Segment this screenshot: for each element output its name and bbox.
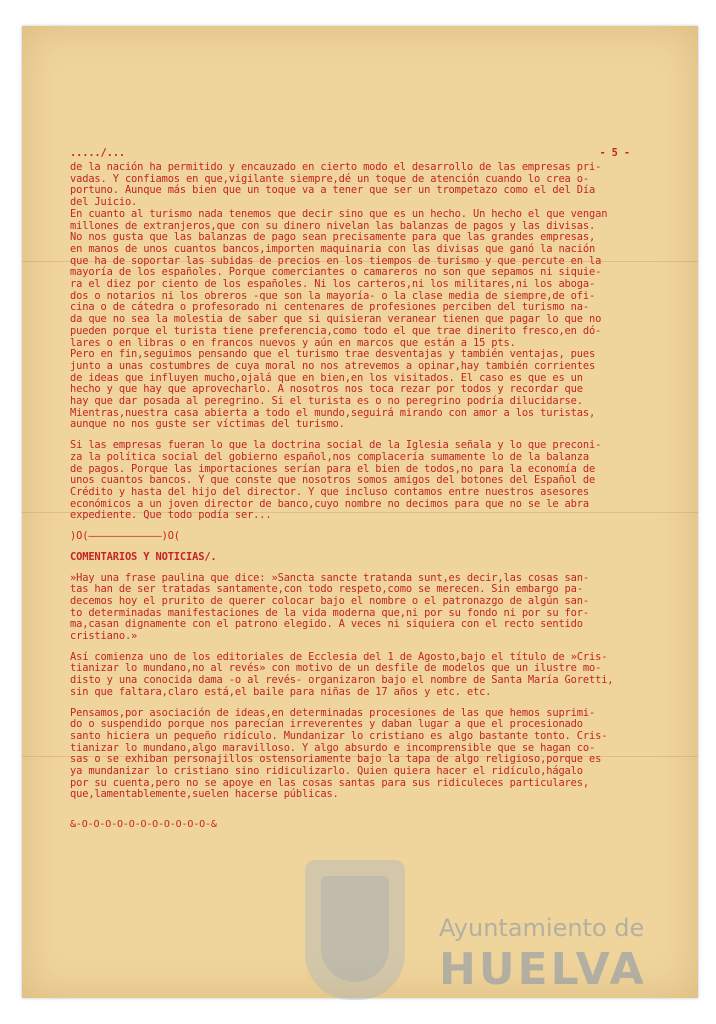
text-line: En cuanto al turismo nada tenemos que decir sino que es un hecho. Un hecho el que vengan [70, 207, 608, 220]
watermark-line1: Ayuntamiento de [439, 914, 645, 942]
text-line: sas o se exhiban personajillos ostensoriamente bajo la tapa de algo religioso,porque es [70, 753, 602, 766]
text-line: cina o de cátedra o profesorado ni centenares de profesiones perciben del turismo na- [70, 301, 589, 314]
coat-of-arms-icon [305, 860, 405, 1000]
watermark-line2: HUELVA [439, 944, 647, 995]
archive-watermark [305, 860, 645, 1000]
text-line: No nos gusta que las balanzas de pago sean precisamente para que las grandes empresas, [70, 231, 596, 244]
text-line: junto a unas costumbres de cuya moral no nos atrevemos a opinar,hay también corrientes [70, 359, 596, 372]
text-line: hay que dar posada al peregrino. Si el turista es o no peregrino podría dilucidarse. [70, 395, 583, 408]
text-line: tianizar lo mundano,algo maravilloso. Y algo absurdo e incomprensible que se hagan co- [70, 741, 596, 754]
text-line: Si las empresas fueran lo que la doctrina social de la Iglesia señala y lo que preconi- [70, 439, 602, 452]
text-line: Mientras,nuestra casa abierta a todo el mundo,seguirá mirando con amor a los turistas, [70, 406, 596, 419]
text-line: hecho y que hay que aprovecharlo. A nosotros nos toca rezar por todos y recordar que [70, 383, 583, 396]
separator: )O(————————————)O( [70, 530, 180, 543]
text-line: Pensamos,por asociación de ideas,en determinadas procesiones de las que hemos suprimi- [70, 706, 596, 719]
text-line: ra el diez por ciento de los españoles. Ni los carteros,ni los militares,ni los aboga- [70, 278, 596, 291]
text-line: pueden porque el turista tiene preferencia,como todo el que trae dinerito fresco,en dó- [70, 324, 602, 337]
text-line: expediente. Que todo podía ser... [70, 509, 272, 522]
page-number: - 5 - [599, 147, 630, 159]
paragraph-block [70, 440, 630, 522]
text-line: decemos hoy el prurito de querer colocar bajo el nombre o el patronazgo de algún san- [70, 594, 589, 607]
text-line: en manos de unos cuantos bancos,importen maquinaria con las divisas que ganó la nación [70, 242, 596, 255]
paragraph-block [70, 708, 630, 802]
text-line: ya mundanizar lo cristiano sino ridiculizarlo. Quien quiera hacer el ridículo,hágalo [70, 765, 583, 778]
text-line: vadas. Y confiamos en que,vigilante siempre,dé un toque de atención cuando lo crea o- [70, 172, 589, 185]
paragraph-block [70, 162, 630, 431]
paragraph-block [70, 573, 630, 643]
text-line: Crédito y hasta del hijo del director. Y que incluso contamos entre nuestros asesores [70, 485, 589, 498]
text-line: tianizar lo mundano,no al revés» con motivo de un desfile de modelos que un ilustre mo- [70, 662, 602, 675]
text-line: de la nación ha permitido y encauzado en cierto modo el desarrollo de las empresas pri- [70, 161, 602, 173]
text-line: za la política social del gobierno español,nos complacería sumamente lo de la balanza [70, 450, 589, 463]
section-heading: COMENTARIOS Y NOTICIAS/. [70, 550, 217, 563]
text-line: que ha de soportar las subidas de precios en los tiempos de turismo y que percute en la [70, 254, 602, 267]
text-line: mayoría de los españoles. Porque comerciantes o camareros no son que sepamos ni siquie- [70, 266, 602, 279]
text-line: económicos a un joven director de banco,cuyo nombre no decimos para que no se le abra [70, 497, 589, 510]
paragraph-block [70, 652, 630, 699]
continuation-mark: ...../... [70, 147, 125, 159]
text-line: santo hiciera un pequeño ridículo. Mundanizar lo cristiano es algo bastante tonto. Cris- [70, 729, 608, 742]
text-line: millones de extranjeros,que con su dinero nivelan las balanzas de pagos y las divisas. [70, 219, 596, 232]
text-line: da que no sea la molestia de saber que si quisieran veranear tienen que pagar lo que no [70, 313, 602, 326]
text-line: de pagos. Porque las importaciones serían para el bien de todos,no para la economía de [70, 462, 596, 475]
text-line: sin que faltara,claro está,el baile para niñas de 17 años y etc. etc. [70, 685, 492, 698]
text-line: do o suspendido porque nos parecían irreverentes y daban lugar a que el procesionado [70, 718, 583, 731]
closing-separator: &-O-O-O-O-O-O-O-O-O-O-O-& [70, 819, 217, 831]
text-line: aunque no nos guste ser víctimas del turismo. [70, 418, 345, 431]
text-line: dos o notarios ni los obreros -que son la mayoría- o la clase media de siempre,de ofi- [70, 289, 596, 302]
text-line: Pero en fin,seguimos pensando que el turismo trae desventajas y también ventajas, pues [70, 348, 596, 361]
text-line: to determinadas manifestaciones de la vida moderna que,ni por su fondo ni por su for- [70, 606, 589, 619]
text-line: que,lamentablemente,suelen hacerse públicas. [70, 788, 339, 801]
text-line: por su cuenta,pero no se apoye en las cosas santas para sus ridiculeces particulares, [70, 776, 589, 789]
typewritten-text [70, 148, 630, 831]
text-line: disto y una conocida dama -o al revés- organizaron bajo el nombre de Santa María Goretti, [70, 674, 614, 687]
page-header [70, 148, 630, 162]
text-line: lares o en libras o en francos nuevos y aún en marcos que están a 15 pts. [70, 336, 516, 349]
text-line: Así comienza uno de los editoriales de Ecclesia del 1 de Agosto,bajo el título de »Cris- [70, 650, 608, 663]
text-line: »Hay una frase paulina que dice: »Sancta sancte tratanda sunt,es decir,las cosas san- [70, 571, 589, 584]
text-line: ma,casan dignamente con el patrono elegido. A veces ni siquiera con el recto sentido [70, 618, 583, 631]
text-line: unos cuantos bancos. Y que conste que nosotros somos amigos del botones del Español de [70, 474, 596, 487]
text-line: de ideas que influyen mucho,ojalá que en bien,en los visitados. El caso es que es un [70, 371, 583, 384]
text-line: tas han de ser tratadas santamente,con todo respeto,como se merecen. Sin embargo pa- [70, 583, 583, 596]
text-line: portuno. Aunque más bien que un toque va a tener que ser un trompetazo como el del Día [70, 184, 596, 197]
text-line: del Juicio. [70, 196, 138, 209]
text-line: cristiano.» [70, 630, 138, 643]
